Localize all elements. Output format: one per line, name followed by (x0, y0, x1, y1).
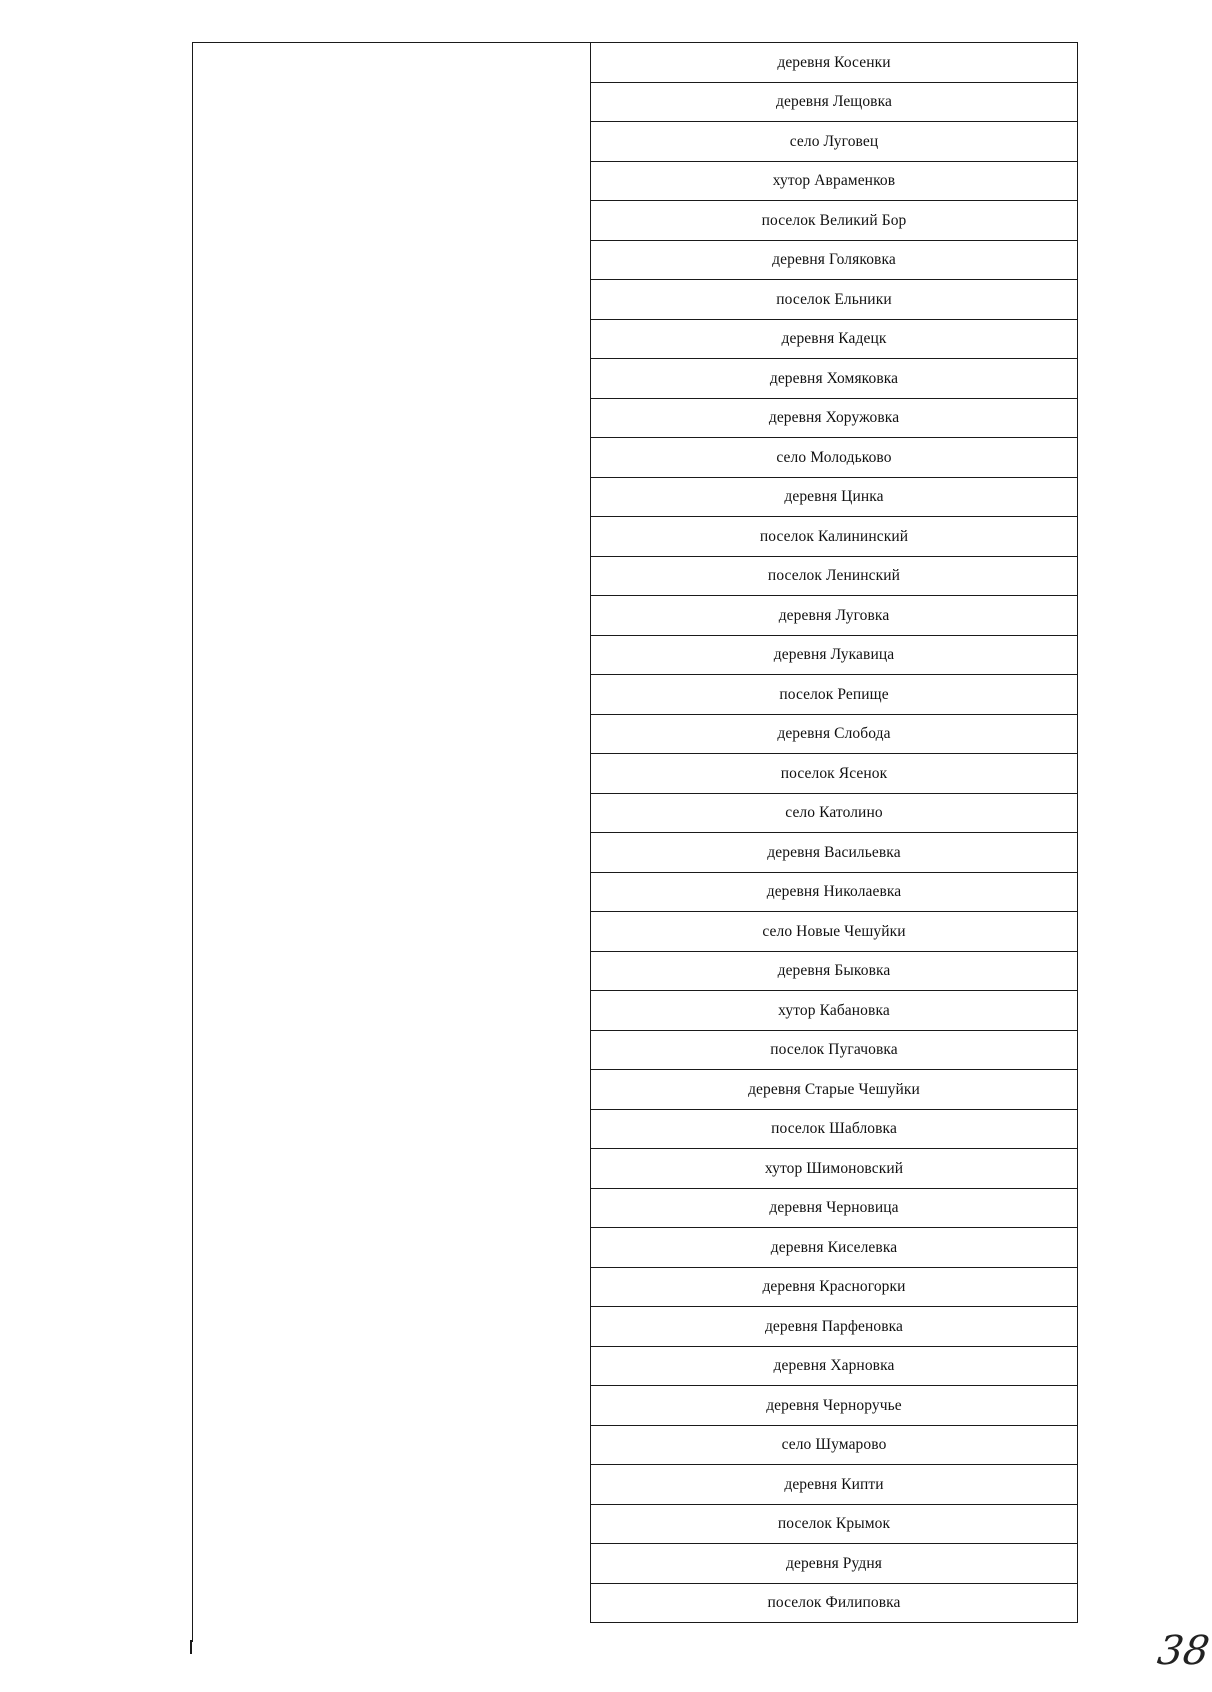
settlement-cell: деревня Слобода (591, 714, 1078, 754)
table-row (591, 714, 1078, 754)
table-row (591, 1149, 1078, 1189)
settlement-cell: деревня Кадецк (591, 319, 1078, 359)
table-row (591, 161, 1078, 201)
table-row (591, 43, 1078, 83)
table-row (591, 793, 1078, 833)
settlement-cell: село Молодьково (591, 438, 1078, 478)
table-row (591, 1267, 1078, 1307)
settlement-cell: село Католино (591, 793, 1078, 833)
settlement-cell: деревня Рудня (591, 1544, 1078, 1584)
table-row (591, 477, 1078, 517)
settlement-cell: хутор Кабановка (591, 991, 1078, 1031)
table-row (591, 912, 1078, 952)
settlement-cell: поселок Ленинский (591, 556, 1078, 596)
table-row (591, 1544, 1078, 1584)
table-row (591, 754, 1078, 794)
table-row (591, 1386, 1078, 1426)
table-row (591, 1188, 1078, 1228)
settlement-cell: деревня Голяковка (591, 240, 1078, 280)
settlement-cell: хутор Авраменков (591, 161, 1078, 201)
settlement-cell: деревня Киселевка (591, 1228, 1078, 1268)
settlement-cell: село Луговец (591, 122, 1078, 162)
table-row (591, 398, 1078, 438)
table-row (591, 240, 1078, 280)
table-row (591, 991, 1078, 1031)
table-row (591, 122, 1078, 162)
table-row (591, 438, 1078, 478)
settlement-cell: деревня Харновка (591, 1346, 1078, 1386)
table-row (591, 1109, 1078, 1149)
table-row (591, 201, 1078, 241)
table-row (591, 1307, 1078, 1347)
settlement-cell: деревня Николаевка (591, 872, 1078, 912)
table-row (591, 833, 1078, 873)
settlement-cell: поселок Ельники (591, 280, 1078, 320)
settlement-cell: поселок Калининский (591, 517, 1078, 557)
table-row (591, 1030, 1078, 1070)
table-row (591, 359, 1078, 399)
table-row (591, 1228, 1078, 1268)
settlements-table-body (591, 43, 1078, 1623)
table-row (591, 1346, 1078, 1386)
settlement-cell: хутор Шимоновский (591, 1149, 1078, 1189)
settlement-cell: деревня Лещовка (591, 82, 1078, 122)
settlement-cell: поселок Пугачовка (591, 1030, 1078, 1070)
left-empty-column (192, 42, 592, 1642)
table-row (591, 1070, 1078, 1110)
table-row (591, 951, 1078, 991)
page-number: 38 (1154, 1628, 1212, 1674)
settlement-cell: деревня Быковка (591, 951, 1078, 991)
settlement-cell: деревня Старые Чешуйки (591, 1070, 1078, 1110)
table-row (591, 1425, 1078, 1465)
settlement-cell: деревня Кипти (591, 1465, 1078, 1505)
settlement-cell: деревня Васильевка (591, 833, 1078, 873)
settlement-cell: деревня Парфеновка (591, 1307, 1078, 1347)
settlement-cell: деревня Лукавица (591, 635, 1078, 675)
table-row (591, 82, 1078, 122)
settlement-cell: поселок Великий Бор (591, 201, 1078, 241)
table-row (591, 556, 1078, 596)
settlement-cell: деревня Цинка (591, 477, 1078, 517)
settlement-cell: поселок Репище (591, 675, 1078, 715)
settlements-table (590, 42, 1078, 1623)
table-row (591, 1583, 1078, 1623)
table-row (591, 635, 1078, 675)
table-row (591, 319, 1078, 359)
table-row (591, 872, 1078, 912)
settlement-cell: поселок Шабловка (591, 1109, 1078, 1149)
settlement-cell: поселок Крымок (591, 1504, 1078, 1544)
settlement-cell: деревня Хомяковка (591, 359, 1078, 399)
table-row (591, 675, 1078, 715)
settlement-cell: деревня Луговка (591, 596, 1078, 636)
settlement-cell: деревня Красногорки (591, 1267, 1078, 1307)
settlement-cell: деревня Хоружовка (591, 398, 1078, 438)
settlement-cell: деревня Косенки (591, 43, 1078, 83)
table-row (591, 1465, 1078, 1505)
table-row (591, 596, 1078, 636)
table-row (591, 1504, 1078, 1544)
settlement-cell: поселок Филиповка (591, 1583, 1078, 1623)
settlement-cell: село Шумарово (591, 1425, 1078, 1465)
settlement-cell: деревня Черновица (591, 1188, 1078, 1228)
settlement-cell: село Новые Чешуйки (591, 912, 1078, 952)
settlement-cell: деревня Черноручье (591, 1386, 1078, 1426)
settlement-cell: поселок Ясенок (591, 754, 1078, 794)
table-row (591, 280, 1078, 320)
table-row (591, 517, 1078, 557)
